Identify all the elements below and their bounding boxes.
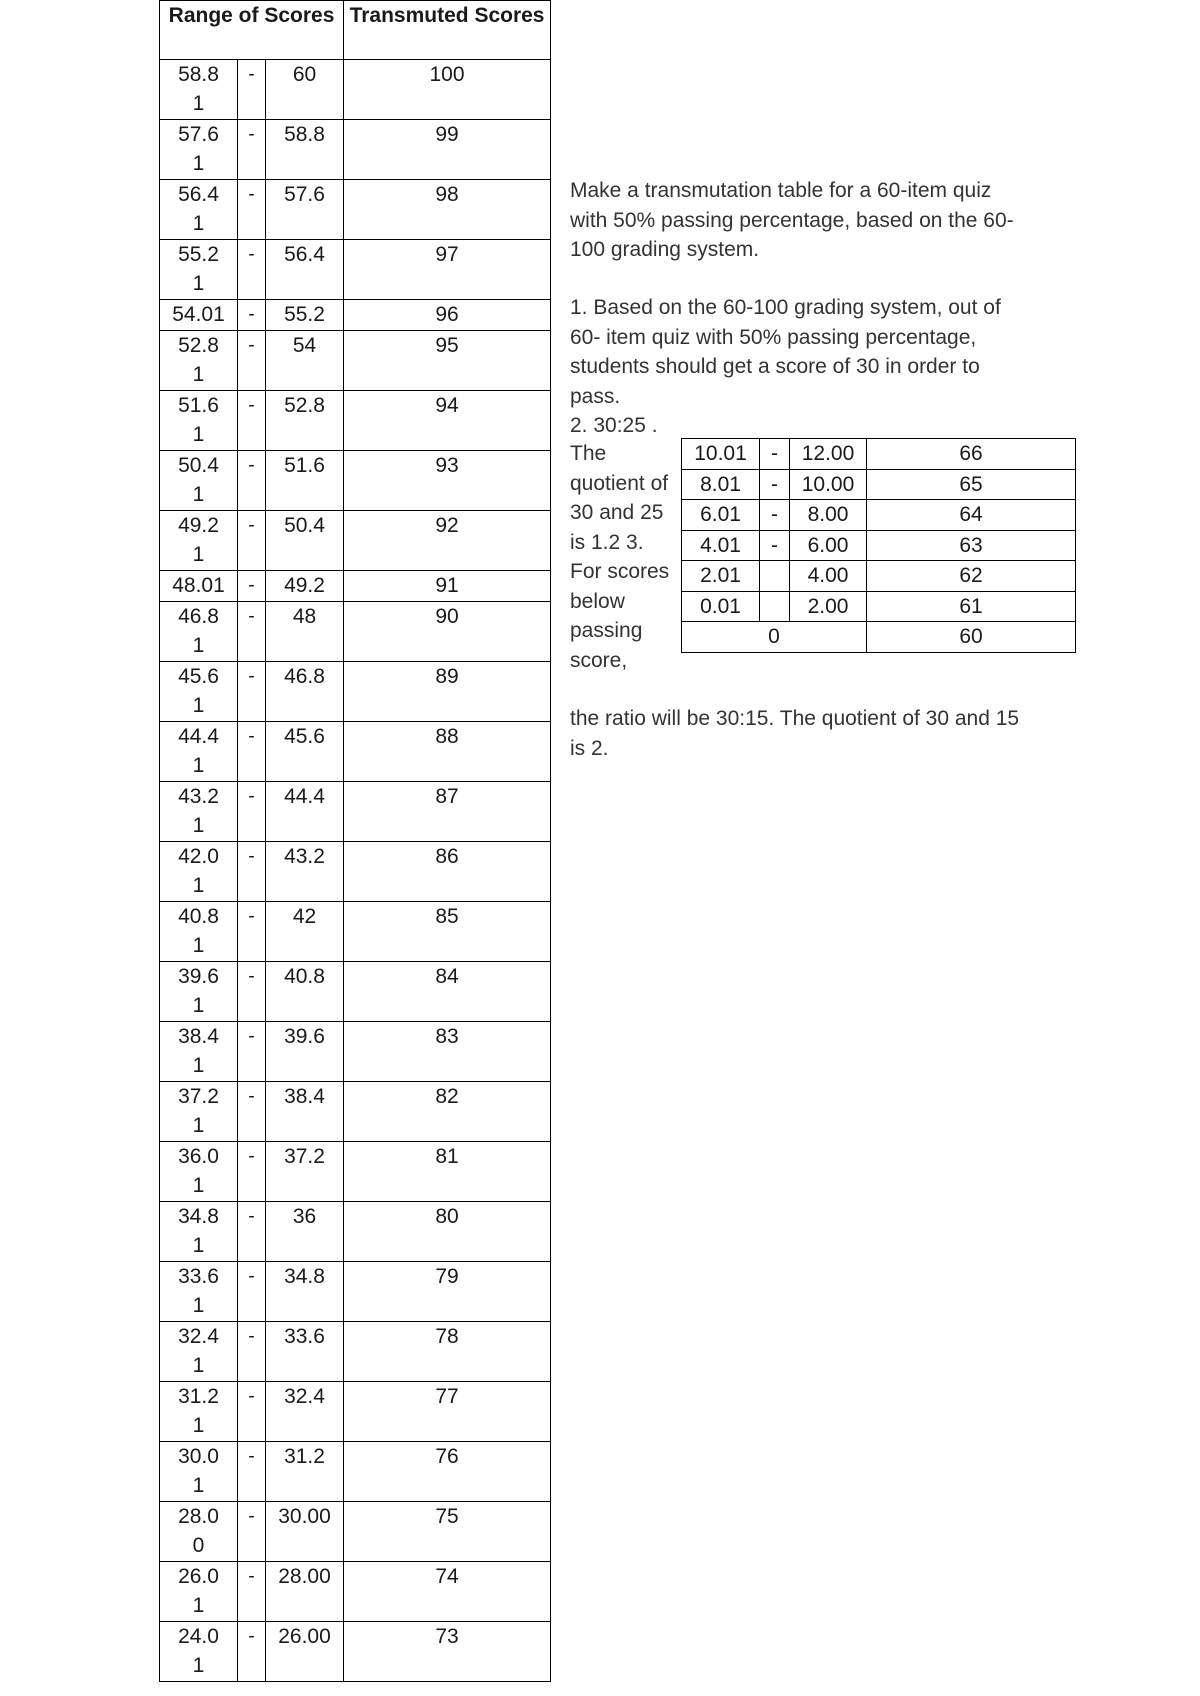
- range-dash: [760, 561, 790, 592]
- table-row: [160, 1442, 551, 1502]
- range-low-value: 42.0: [178, 845, 219, 868]
- range-low-value: 51.6: [178, 394, 219, 417]
- range-low-cell: [160, 1502, 238, 1562]
- range-dash: -: [238, 180, 266, 240]
- range-low-value: 8.01: [700, 472, 741, 496]
- range-dash: -: [760, 500, 790, 531]
- range-low-value-wrap: 1: [192, 634, 205, 657]
- range-high-cell: 6.00: [790, 530, 867, 561]
- range-low-value: 57.6: [178, 123, 219, 146]
- range-high-cell: 54: [266, 331, 344, 391]
- range-low-value: 0.01: [700, 594, 741, 618]
- transmuted-score-cell: 92: [344, 511, 551, 571]
- range-low-cell: [160, 602, 238, 662]
- range-low-value: 56.4: [178, 183, 219, 206]
- range-dash: -: [238, 1502, 266, 1562]
- range-low-value: 54.01: [172, 303, 225, 326]
- table-row: [160, 300, 551, 331]
- range-low-value: 55.2: [178, 243, 219, 266]
- table-row: [160, 1142, 551, 1202]
- table-row: [160, 962, 551, 1022]
- range-low-value: 37.2: [178, 1085, 219, 1108]
- range-low-value: 30.0: [178, 1445, 219, 1468]
- range-dash: -: [238, 300, 266, 331]
- transmuted-score-cell: 81: [344, 1142, 551, 1202]
- range-high-cell: 43.2: [266, 842, 344, 902]
- range-high-cell: 44.4: [266, 782, 344, 842]
- range-low-cell: [160, 782, 238, 842]
- table-row: [682, 500, 1076, 531]
- table-row: [160, 571, 551, 602]
- range-low-cell: [160, 1082, 238, 1142]
- range-low-value-wrap: 1: [192, 1414, 205, 1437]
- range-low-value-wrap: 1: [192, 152, 205, 175]
- transmuted-score-cell: 62: [867, 561, 1076, 592]
- range-low-cell: [160, 1382, 238, 1442]
- range-dash: -: [238, 1262, 266, 1322]
- range-low-value-wrap: 1: [192, 363, 205, 386]
- range-low-value-wrap: 1: [192, 754, 205, 777]
- range-high-cell: 42: [266, 902, 344, 962]
- range-low-value-wrap: 1: [192, 1234, 205, 1257]
- range-dash: -: [238, 240, 266, 300]
- range-dash: -: [238, 662, 266, 722]
- range-low-value-wrap: 1: [192, 814, 205, 837]
- range-zero-cell: 0: [682, 622, 867, 653]
- range-dash: -: [238, 782, 266, 842]
- range-high-cell: 32.4: [266, 1382, 344, 1442]
- range-dash: -: [238, 1322, 266, 1382]
- range-high-cell: 31.2: [266, 1442, 344, 1502]
- range-low-cell: [160, 451, 238, 511]
- range-high-cell: 38.4: [266, 1082, 344, 1142]
- range-high-cell: 36: [266, 1202, 344, 1262]
- table-header-row: [160, 1, 551, 60]
- range-low-cell: [160, 1322, 238, 1382]
- range-low-cell: [160, 60, 238, 120]
- range-low-value: 45.6: [178, 665, 219, 688]
- transmuted-score-cell: 77: [344, 1382, 551, 1442]
- table-row: [682, 469, 1076, 500]
- range-low-value: 4.01: [700, 533, 741, 557]
- table-row: [160, 240, 551, 300]
- range-low-value: 31.2: [178, 1385, 219, 1408]
- transmuted-score-cell: 99: [344, 120, 551, 180]
- range-high-cell: 12.00: [790, 439, 867, 470]
- transmuted-score-cell: 74: [344, 1562, 551, 1622]
- range-high-cell: 28.00: [266, 1562, 344, 1622]
- range-low-cell: [682, 591, 760, 622]
- range-low-value-wrap: 1: [192, 934, 205, 957]
- transmuted-score-cell: 65: [867, 469, 1076, 500]
- range-low-value: 52.8: [178, 334, 219, 357]
- transmuted-score-cell: 90: [344, 602, 551, 662]
- transmuted-score-cell: 60: [867, 622, 1076, 653]
- range-dash: -: [238, 842, 266, 902]
- range-dash: -: [238, 1622, 266, 1682]
- transmuted-score-cell: 89: [344, 662, 551, 722]
- range-high-cell: 40.8: [266, 962, 344, 1022]
- range-low-value: 32.4: [178, 1325, 219, 1348]
- range-low-cell: [160, 120, 238, 180]
- range-high-cell: 26.00: [266, 1622, 344, 1682]
- range-high-cell: 58.8: [266, 120, 344, 180]
- transmuted-score-cell: 82: [344, 1082, 551, 1142]
- range-low-cell: [160, 1022, 238, 1082]
- range-low-value-wrap: 0: [192, 1534, 205, 1557]
- range-high-cell: 51.6: [266, 451, 344, 511]
- range-dash: -: [238, 120, 266, 180]
- range-dash: [760, 591, 790, 622]
- transmuted-score-cell: 87: [344, 782, 551, 842]
- range-low-cell: [160, 1562, 238, 1622]
- transmuted-score-cell: 85: [344, 902, 551, 962]
- range-low-value: 36.0: [178, 1145, 219, 1168]
- range-high-cell: 33.6: [266, 1322, 344, 1382]
- table-row: [160, 842, 551, 902]
- range-low-cell: [682, 530, 760, 561]
- table-row: [682, 439, 1076, 470]
- range-dash: -: [238, 1022, 266, 1082]
- range-high-cell: 37.2: [266, 1142, 344, 1202]
- intro-text: Make a transmutation table for a 60-item quiz with 50% passing percentage, based on the 60-100 grading system.: [570, 179, 1014, 261]
- range-low-value: 33.6: [178, 1265, 219, 1288]
- range-dash: -: [238, 902, 266, 962]
- table-row: [160, 1202, 551, 1262]
- range-low-value: 43.2: [178, 785, 219, 808]
- range-low-value-wrap: 1: [192, 272, 205, 295]
- side-explanation-text: The quotient of 30 and 25 is 1.2 3. For scores below passing score,: [570, 442, 670, 672]
- range-low-value: 40.8: [178, 905, 219, 928]
- range-low-cell: [682, 561, 760, 592]
- transmuted-score-cell: 66: [867, 439, 1076, 470]
- transmuted-score-cell: 98: [344, 180, 551, 240]
- range-low-cell: [160, 1442, 238, 1502]
- range-low-value-wrap: 1: [192, 1654, 205, 1677]
- table-row: [160, 511, 551, 571]
- range-low-value-wrap: 1: [192, 1114, 205, 1137]
- range-low-value-wrap: 1: [192, 1054, 205, 1077]
- ratio-text: the ratio will be 30:15. The quotient of 30 and 15 is 2.: [570, 707, 1020, 760]
- range-high-cell: 39.6: [266, 1022, 344, 1082]
- range-high-cell: 4.00: [790, 561, 867, 592]
- range-low-value: 10.0: [694, 442, 736, 465]
- range-dash: -: [238, 511, 266, 571]
- range-dash: -: [238, 60, 266, 120]
- table-row: [160, 331, 551, 391]
- table-row: [160, 662, 551, 722]
- range-low-cell: [160, 902, 238, 962]
- table-row: [160, 722, 551, 782]
- range-low-cell: [682, 469, 760, 500]
- range-dash: -: [238, 1202, 266, 1262]
- range-low-value-wrap: 1: [192, 92, 205, 115]
- point-1-text: 1. Based on the 60-100 grading system, out of 60- item quiz with 50% passing percentage, students should get a score of 30 in order to pass.: [570, 296, 1001, 408]
- range-high-cell: 56.4: [266, 240, 344, 300]
- range-dash: -: [238, 1562, 266, 1622]
- range-low-cell: [160, 391, 238, 451]
- transmuted-score-cell: 95: [344, 331, 551, 391]
- range-low-value: 39.6: [178, 965, 219, 988]
- range-low-value: 46.8: [178, 605, 219, 628]
- transmuted-score-cell: 91: [344, 571, 551, 602]
- range-dash: -: [760, 530, 790, 561]
- range-high-cell: 34.8: [266, 1262, 344, 1322]
- range-high-cell: 8.00: [790, 500, 867, 531]
- transmuted-score-cell: 80: [344, 1202, 551, 1262]
- table-row: [160, 1082, 551, 1142]
- range-low-cell: [160, 571, 238, 602]
- transmuted-score-cell: 88: [344, 722, 551, 782]
- range-low-value: 26.0: [178, 1565, 219, 1588]
- transmuted-score-cell: 76: [344, 1442, 551, 1502]
- range-low-value: 44.4: [178, 725, 219, 748]
- table-row: [160, 902, 551, 962]
- transmuted-score-cell: 97: [344, 240, 551, 300]
- transmuted-score-cell: 83: [344, 1022, 551, 1082]
- range-high-cell: 57.6: [266, 180, 344, 240]
- range-low-cell: [160, 1142, 238, 1202]
- transmuted-score-cell: 94: [344, 391, 551, 451]
- transmuted-score-cell: 86: [344, 842, 551, 902]
- transmuted-score-cell: 63: [867, 530, 1076, 561]
- header-transmuted-scores: Transmuted Scores: [344, 1, 551, 60]
- table-row: [160, 1622, 551, 1682]
- table-row: [160, 1022, 551, 1082]
- range-low-value-wrap: 1: [192, 543, 205, 566]
- range-low-value-wrap: 1: [192, 1294, 205, 1317]
- range-dash: -: [238, 1442, 266, 1502]
- table-row: [160, 1502, 551, 1562]
- range-high-cell: 2.00: [790, 591, 867, 622]
- range-dash: -: [238, 722, 266, 782]
- range-high-cell: 48: [266, 602, 344, 662]
- range-high-cell: 55.2: [266, 300, 344, 331]
- transmuted-score-cell: 73: [344, 1622, 551, 1682]
- range-low-value-wrap: 1: [192, 1594, 205, 1617]
- table-row: [682, 622, 1076, 653]
- range-low-value: 50.4: [178, 454, 219, 477]
- transmuted-score-cell: 84: [344, 962, 551, 1022]
- table-row: [682, 591, 1076, 622]
- range-high-cell: 30.00: [266, 1502, 344, 1562]
- table-row: [160, 451, 551, 511]
- range-low-value: 28.0: [178, 1505, 219, 1528]
- table-row: [682, 530, 1076, 561]
- range-dash: -: [238, 331, 266, 391]
- range-high-cell: 52.8: [266, 391, 344, 451]
- range-high-cell: 10.00: [790, 469, 867, 500]
- table-row: [160, 1262, 551, 1322]
- transmuted-score-cell: 78: [344, 1322, 551, 1382]
- table-row: [160, 1382, 551, 1442]
- range-high-cell: 45.6: [266, 722, 344, 782]
- table-row: [160, 782, 551, 842]
- transmuted-score-cell: 75: [344, 1502, 551, 1562]
- range-low-cell: [160, 1622, 238, 1682]
- range-low-value-wrap: 1: [192, 483, 205, 506]
- range-high-cell: 60: [266, 60, 344, 120]
- range-low-cell: [160, 300, 238, 331]
- range-low-value: 24.0: [178, 1625, 219, 1648]
- range-low-value: 58.8: [178, 63, 219, 86]
- transmuted-score-cell: 79: [344, 1262, 551, 1322]
- range-low-cell: [160, 842, 238, 902]
- range-low-cell: [160, 180, 238, 240]
- range-low-value: 38.4: [178, 1025, 219, 1048]
- range-dash: -: [238, 451, 266, 511]
- range-low-cell: [682, 439, 760, 470]
- transmuted-score-cell: 100: [344, 60, 551, 120]
- range-low-value-wrap: 1: [192, 694, 205, 717]
- range-high-cell: 50.4: [266, 511, 344, 571]
- range-low-value: 6.01: [700, 503, 741, 526]
- transmuted-score-cell: 61: [867, 591, 1076, 622]
- range-dash: -: [238, 571, 266, 602]
- range-low-value-wrap: 1: [192, 874, 205, 897]
- range-low-value-wrap: 1: [192, 423, 205, 446]
- table-row: [160, 120, 551, 180]
- table-row: [160, 391, 551, 451]
- range-low-cell: [682, 500, 760, 531]
- transmuted-score-cell: 64: [867, 500, 1076, 531]
- range-low-cell: [160, 662, 238, 722]
- range-low-cell: [160, 240, 238, 300]
- range-low-cell: [160, 722, 238, 782]
- range-dash: -: [238, 962, 266, 1022]
- header-range-of-scores: Range of Scores: [160, 1, 344, 60]
- range-high-cell: 49.2: [266, 571, 344, 602]
- range-dash: -: [760, 469, 790, 500]
- range-low-value: 48.01: [172, 574, 225, 597]
- range-low-value-wrap: 1: [192, 1354, 205, 1377]
- point-2-text: 2. 30:25 .: [570, 414, 658, 437]
- range-low-cell: [160, 1262, 238, 1322]
- range-low-cell: [160, 511, 238, 571]
- range-low-value-wrap: 1: [192, 994, 205, 1017]
- range-dash: -: [238, 1082, 266, 1142]
- range-dash: -: [760, 439, 790, 470]
- table-row: [682, 561, 1076, 592]
- range-low-value-wrap: 1: [735, 442, 747, 465]
- transmutation-table: [159, 0, 551, 1682]
- range-high-cell: 46.8: [266, 662, 344, 722]
- range-low-cell: [160, 962, 238, 1022]
- transmuted-score-cell: 93: [344, 451, 551, 511]
- range-low-value-wrap: 1: [192, 212, 205, 235]
- range-low-cell: [160, 1202, 238, 1262]
- range-low-value-wrap: 1: [192, 1474, 205, 1497]
- table-row: [160, 180, 551, 240]
- table-row: [160, 1562, 551, 1622]
- range-dash: -: [238, 1382, 266, 1442]
- range-dash: -: [238, 1142, 266, 1202]
- range-low-value: 34.8: [178, 1205, 219, 1228]
- table-row: [160, 60, 551, 120]
- range-dash: -: [238, 602, 266, 662]
- range-low-value-wrap: 1: [192, 1174, 205, 1197]
- range-low-value: 49.2: [178, 514, 219, 537]
- table-row: [160, 1322, 551, 1382]
- range-low-value: 2.01: [700, 564, 741, 587]
- table-row: [160, 602, 551, 662]
- range-low-cell: [160, 331, 238, 391]
- below-passing-table: [681, 438, 1076, 653]
- transmuted-score-cell: 96: [344, 300, 551, 331]
- range-dash: -: [238, 391, 266, 451]
